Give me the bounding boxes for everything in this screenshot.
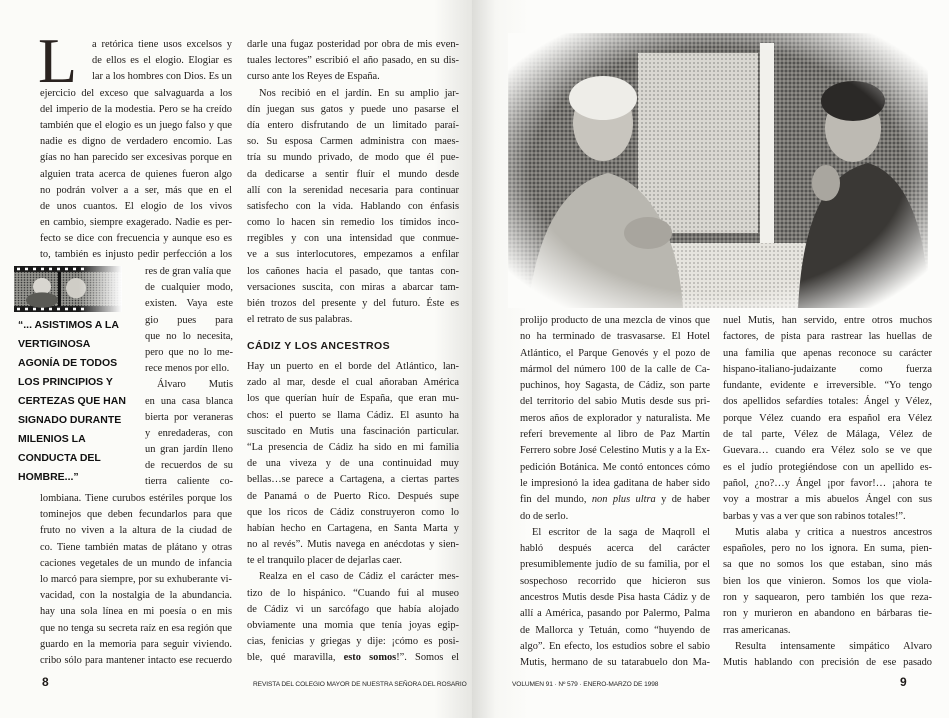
text-line: no al revés”. Mutis navega en anécdotas y sien- bbox=[247, 539, 459, 551]
text-line: res de gran valía que bbox=[145, 266, 231, 277]
text-line: Hay un puerto en el borde del Atlántico, lan- bbox=[247, 361, 459, 372]
text-line: el retrato de sus palabras. bbox=[247, 314, 353, 326]
text-line: co. Tiene también matas de plátano y otras bbox=[40, 541, 232, 553]
text-line: prolijo producto de una mezcla de vinos que bbox=[520, 315, 710, 326]
pull-quote-line: AGONÍA DE TODOS bbox=[18, 357, 118, 369]
text-line: fruto no viven a la altura de la ciudad de bbox=[40, 525, 232, 537]
text-line bbox=[247, 650, 459, 666]
bold-text: esto somos bbox=[343, 652, 397, 664]
text-line: pedición Botánica. Me contó entonces cómo bbox=[520, 461, 710, 473]
section-heading: CÁDIZ Y LOS ANCESTROS bbox=[247, 340, 390, 352]
text-line: habían hecho en Cartagena, en Santa Marta y bbox=[247, 522, 459, 534]
text-line: de ellos es el elogio. Elogiar es bbox=[92, 55, 232, 67]
text-line: fundante, evidente e irreversible. “Yo tengo bbox=[723, 380, 932, 392]
text-line: habló después acerca del carácter bbox=[520, 543, 710, 555]
text-line: cias, fenicias y griegas y dije: ¡cómo es posi- bbox=[247, 636, 459, 648]
text-line: de cualquier modo, bbox=[145, 282, 233, 294]
column-2-heading-wrap bbox=[247, 329, 459, 359]
text-line: mármol del número 100 de la calle de Ca- bbox=[520, 363, 710, 375]
text-line: que no lo necesita, bbox=[145, 330, 233, 342]
text-line: bien los que vinieron. Somos los que viola- bbox=[723, 575, 932, 587]
text-line: Resulta intensamente simpático Alvaro bbox=[735, 640, 932, 652]
text-line: gio pues para bbox=[145, 314, 233, 326]
text-line: obviamente una momia que tenía joyas egip- bbox=[247, 620, 459, 631]
text-line: alguien trata acerca de quienes fueron algo bbox=[40, 168, 232, 180]
text-line: chos: el puerto se llama Cádiz. El asunto ha bbox=[247, 409, 459, 421]
text-line: Nos recibió en el jardín. En su amplio jar- bbox=[259, 87, 459, 99]
text-line: Mutis alaba y critica a nuestros ancestros bbox=[735, 526, 932, 538]
pull-quote bbox=[18, 316, 142, 487]
text-line: guardo en la memoria para seguir viviendo. bbox=[40, 638, 232, 650]
text-line: de tal parte, Vélez de Málaga, Vélez de bbox=[723, 429, 932, 441]
text-line: ve a sus interlocutores, empezamos a enfilar bbox=[247, 249, 459, 261]
text-line: que los ricos de Cádiz construyeron como lo bbox=[247, 506, 459, 518]
text-line: del territorio del sabio Mutis desde sus pri- bbox=[520, 396, 710, 408]
text-line: meros años de explorador y naturalista. Me bbox=[520, 412, 710, 424]
text-line: tierra caliente co- bbox=[145, 476, 233, 488]
text-line: los cañones hacia el pasado, que tantas con- bbox=[247, 265, 459, 277]
pull-quote-line: CERTEZAS QUE HAN bbox=[18, 395, 126, 407]
right-page bbox=[472, 0, 949, 718]
text-line: rregibles y con una intensidad que conmue- bbox=[247, 233, 459, 245]
text-line: ejercicio del exceso que salvaguarda a los bbox=[40, 87, 232, 99]
text-line: en cambio, siempre exagerado. Nadie es per- bbox=[40, 217, 232, 229]
text-line: rece menos por ello. bbox=[145, 363, 230, 375]
text-line: so. Su esposa Carmen administra con maes- bbox=[247, 136, 459, 148]
text-line: de unos cuantos. El elogio de los vivos bbox=[40, 200, 232, 212]
text-line: suscitado en Mutis una fascinación particular. bbox=[247, 425, 459, 437]
text-line: Mutis, hermano de su tatarabuelo don Ma- bbox=[520, 657, 710, 669]
text-line: allí con la serenidad necesaria para continuar bbox=[247, 184, 459, 196]
text-line: vacidad, con la nostalgia de la abundancia. bbox=[40, 590, 232, 602]
text-line: to, también es injusto pedir perfección a los bbox=[40, 249, 232, 261]
text-line: cribo sólo para mantener intacto ese recuerdo bbox=[40, 654, 232, 666]
page-number: 9 bbox=[900, 675, 907, 689]
text-line: bierta por veraneras bbox=[145, 411, 233, 423]
text-line: españoles, pero no los ignora. En suma, pien- bbox=[723, 543, 932, 555]
pull-quote-line: VERTIGINOSA bbox=[18, 338, 91, 350]
text-line: y enredaderas, con bbox=[145, 427, 233, 439]
text-line: como lo hacen sin remedio los tímidos inco- bbox=[247, 217, 459, 229]
pull-quote-line: MILENIOS LA bbox=[18, 433, 86, 445]
pull-quote-line: HOMBRE...” bbox=[18, 471, 79, 483]
text-line: ancestros Mutis desde Pisa hasta Cádiz y de bbox=[520, 592, 710, 604]
pull-quote-line: CONDUCTA DEL bbox=[18, 452, 101, 464]
text-line: caciones vegetales de un mundo de infancia bbox=[40, 557, 232, 569]
italic-text: non plus ultra bbox=[591, 494, 656, 506]
text-line: lo marcó para siempre, por su exhuberante vi- bbox=[40, 573, 232, 585]
text-line: pero que no lo me- bbox=[145, 346, 233, 358]
text-line: Mutis hablando con precisión de ese pasado bbox=[723, 657, 932, 669]
text-line: referí brevemente al libro de Paz Martín bbox=[520, 429, 710, 441]
text-line: sa que no somos los que estaban, sino más bbox=[723, 559, 932, 571]
text-line: hay una sola línea en mi poesía o en mis bbox=[40, 606, 232, 618]
text-line: “La presencia de Cádiz ha sido en mi familia bbox=[247, 441, 459, 453]
text-line: tría su mundo privado, de modo que él pue- bbox=[247, 152, 459, 164]
text-line: bellas…se parece a Cartagena, a ciertas partes bbox=[247, 474, 459, 486]
text-line: darle una fugaz posteridad por obra de mis even- bbox=[247, 39, 459, 50]
text-line: fecto se dice con frecuencia y aunque eso es bbox=[40, 233, 232, 245]
text-line: dos apellidos sefardíes totales: Ángel y Vélez, bbox=[723, 396, 932, 408]
text-line: un gran jardín lleno bbox=[145, 444, 233, 456]
text-line: do de serlo. bbox=[520, 510, 569, 522]
text-line: una familia que apenas reconoce su carácter bbox=[723, 347, 932, 359]
text-line: porque Vélez cuando era español era Vélez bbox=[723, 412, 932, 424]
text-line: nuel Mutis, han servido, entre otros muchos bbox=[723, 315, 932, 326]
text-line: Atlántico, el Parque Genovés y el pozo de bbox=[520, 347, 710, 359]
text-line: ron y murieron en abandono en bárbaras tie- bbox=[723, 608, 932, 620]
right-column-2 bbox=[723, 313, 932, 672]
column-1-bottom bbox=[40, 491, 232, 669]
text-line: sospechoso recorrido que hicieron sus bbox=[520, 575, 710, 587]
text-line: presumiblemente judío de su familia, por el bbox=[520, 559, 710, 571]
text-line: tuales lectores” escribió el año pasado, en su dis- bbox=[247, 55, 459, 67]
text-line: te el tranquilo placer de dejarlas caer. bbox=[247, 555, 402, 567]
text-line: Ferrero sobre José Celestino Mutis y a la Ex- bbox=[520, 445, 710, 457]
text-line: del imperio de la modestia. Pero se ha creído bbox=[40, 103, 232, 115]
text-line: dín juegan sus gatos y puede uno pasarse el bbox=[247, 103, 459, 115]
text-line: factores, de pista para rastrear las huellas de bbox=[723, 331, 932, 343]
text-line: de Cádiz vi un sarcófago que había alojado bbox=[247, 603, 459, 615]
text-line: no ha terminado de trasvasarse. El Hotel bbox=[520, 331, 710, 343]
running-footer: VOLUMEN 91 · Nº 579 · ENERO-MARZO DE 1998 bbox=[512, 681, 659, 688]
text-segment: fin del mundo, bbox=[520, 494, 592, 506]
running-footer: REVISTA DEL COLEGIO MAYOR DE NUESTRA SEÑORA DEL ROSARIO bbox=[253, 681, 467, 688]
text-line: también que el elogio es un juego falso y que bbox=[40, 119, 232, 131]
text-line: a retórica tiene usos excelsos y bbox=[92, 39, 232, 50]
text-line: allí a América, pasando por Palermo, Palma bbox=[520, 608, 710, 620]
text-line: rras americanas. bbox=[723, 624, 791, 636]
text-line: pañol, ¿no?…y Ángel ¡por favor!… ¡ahora te bbox=[723, 477, 932, 489]
text-line: de Mallorca y Tetuán, como “huyendo de bbox=[520, 624, 710, 636]
text-line: que no tenga su secreta raíz en esa región que bbox=[40, 622, 232, 634]
column-2-part-a bbox=[247, 37, 459, 328]
pull-quote-line: “... ASISTIMOS A LA bbox=[18, 319, 119, 331]
text-line: de Panamá o de Puerto Rico. Después supe bbox=[247, 490, 459, 502]
text-line: Realza en el caso de Cádiz el carácter mes- bbox=[259, 571, 459, 583]
text-line: hispano-italiano-judaizante como fuerza bbox=[723, 363, 932, 375]
page-number: 8 bbox=[42, 675, 49, 689]
text-line: da dedicarse a sentir fluír el mundo desde bbox=[247, 168, 459, 180]
interview-photo bbox=[508, 33, 928, 308]
column-1-top bbox=[38, 25, 232, 264]
text-line: lar a los hombres con Dios. Es un bbox=[92, 71, 232, 83]
column-2-part-b bbox=[247, 359, 459, 667]
text-line: satisfecho con la vida. Hablando con énfasis bbox=[247, 200, 459, 212]
text-line: los que querían huír de España, que eran mu- bbox=[247, 393, 459, 405]
column-1-narrow bbox=[145, 264, 233, 491]
right-column-1 bbox=[520, 313, 710, 672]
text-line: zado al mar, desde el cual añoraban América bbox=[247, 377, 459, 389]
text-line: no podrán volver a a ser, más que en el bbox=[40, 184, 232, 196]
text-line: versaciones suscita, con miras a abarcar tam- bbox=[247, 281, 459, 293]
text-line: bién trozos del presente y del futuro. Éste es bbox=[247, 298, 459, 309]
text-line: puchinos, hoy Sagasta, de Cádiz, son parte bbox=[520, 380, 710, 392]
text-line: gías no han parecido ser excesivas porque en bbox=[40, 152, 232, 164]
text-line: de recuerdos de su bbox=[145, 460, 233, 472]
text-line: tizo de lo hispánico. “Cuando fui al museo bbox=[247, 587, 459, 599]
text-line: algo”. En efecto, los estudios sobre el sabio bbox=[520, 640, 710, 652]
text-line: curso ante los Reyes de España. bbox=[247, 71, 380, 83]
text-line: nadie es digno de verdadero encomio. Las bbox=[40, 136, 232, 148]
drop-cap: L bbox=[38, 25, 78, 96]
left-page bbox=[0, 0, 472, 718]
text-line: ron y saquearon, pero también los que reza- bbox=[723, 592, 932, 604]
text-line: barbas y vas a ver que son rabinos totales!”. bbox=[723, 510, 906, 522]
text-segment: y de haber bbox=[661, 494, 710, 506]
text-line: es el judío protegiéndose con un apellido es- bbox=[723, 461, 932, 473]
text-line: Álvaro Mutis bbox=[157, 379, 233, 391]
text-line: en una casa blanca bbox=[145, 395, 233, 407]
text-line: existen. Vaya este bbox=[145, 298, 233, 310]
text-segment: !”. Somos el bbox=[396, 652, 459, 664]
text-line: Guevara… cuando era Vélez solo se ve que bbox=[723, 445, 932, 457]
text-line: le impresionó la idea gaditana de haber sido bbox=[520, 477, 710, 489]
text-line: día entero disfrutando de un limitado paraí- bbox=[247, 119, 459, 131]
text-line: lombiana. Tiene curubos estériles porque los bbox=[40, 493, 232, 504]
text-segment: ble, qué maravilla, bbox=[247, 652, 344, 664]
pull-quote-line: LOS PRINCIPIOS Y bbox=[18, 376, 113, 388]
text-line: tominejos que deben fecundarlos para que bbox=[40, 509, 232, 521]
text-line: de una viveza y de una continuidad muy bbox=[247, 458, 459, 470]
film-strip-photo bbox=[14, 266, 122, 312]
text-line bbox=[520, 492, 710, 508]
text-line: voy a mostrar a mis abuelos Ángel con sus bbox=[723, 494, 932, 506]
pull-quote-line: SIGNADO DURANTE bbox=[18, 414, 122, 426]
text-line: El escritor de la saga de Maqroll el bbox=[532, 526, 710, 538]
